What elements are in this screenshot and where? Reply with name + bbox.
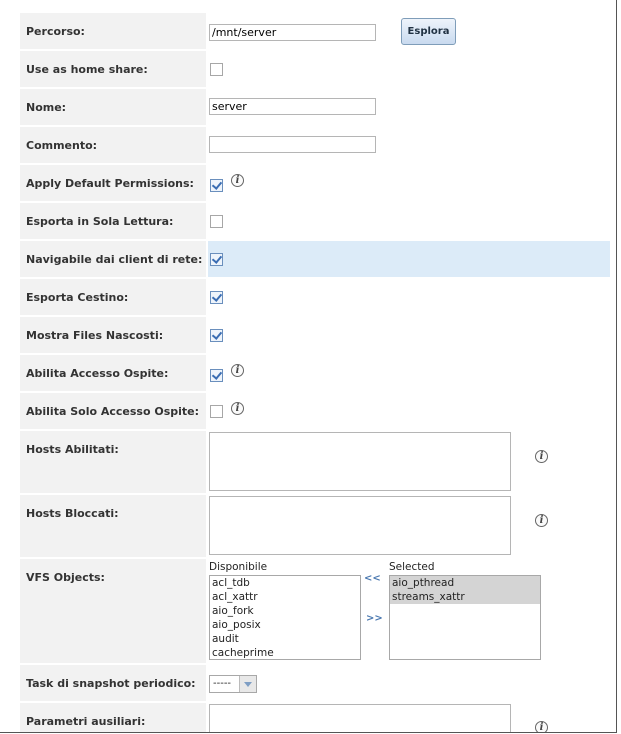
commento-value-cell xyxy=(208,127,610,163)
list-item[interactable]: streams_xattr xyxy=(390,590,540,604)
hosts-abilitati-value-cell xyxy=(208,431,610,493)
row-parametri xyxy=(20,703,610,732)
row-snapshot xyxy=(20,665,610,701)
ospite-label: Abilita Accesso Ospite: xyxy=(20,355,206,391)
remove-selected-button[interactable]: << xyxy=(364,573,381,584)
info-icon[interactable]: i xyxy=(535,721,548,732)
snapshot-select-value: ----- xyxy=(213,678,232,689)
ospite-checkbox[interactable] xyxy=(210,369,223,382)
esplora-button[interactable]: Esplora xyxy=(401,18,456,45)
list-item[interactable]: audit xyxy=(212,633,239,645)
row-use-home xyxy=(20,51,610,87)
available-title: Disponibile xyxy=(209,561,268,573)
solo-ospite-label: Abilita Solo Accesso Ospite: xyxy=(20,393,206,429)
add-selected-button[interactable]: >> xyxy=(366,613,383,624)
list-item[interactable]: aio_pthread xyxy=(390,576,540,590)
row-nome xyxy=(20,89,610,125)
list-item[interactable]: aio_fork xyxy=(212,605,254,617)
info-icon[interactable]: i xyxy=(231,364,244,377)
apply-default-checkbox[interactable] xyxy=(210,179,223,192)
selected-title: Selected xyxy=(389,561,435,573)
cestino-label: Esporta Cestino: xyxy=(20,279,206,315)
snapshot-select[interactable] xyxy=(209,675,257,693)
cestino-checkbox[interactable] xyxy=(210,291,223,304)
row-solo-ospite xyxy=(20,393,610,429)
row-commento xyxy=(20,127,610,163)
row-vfs xyxy=(20,559,610,663)
available-listbox[interactable] xyxy=(209,575,361,660)
row-navigabile xyxy=(20,241,610,277)
row-hosts-abilitati xyxy=(20,431,610,493)
nome-input[interactable] xyxy=(209,98,376,115)
list-item[interactable]: acl_xattr xyxy=(212,591,258,603)
commento-input[interactable] xyxy=(209,136,376,153)
percorso-input[interactable] xyxy=(209,24,376,41)
percorso-label: Percorso: xyxy=(20,13,206,49)
snapshot-label: Task di snapshot periodico: xyxy=(20,665,206,701)
sola-lettura-value-cell xyxy=(208,203,610,239)
parametri-textarea[interactable] xyxy=(209,704,511,732)
hosts-abilitati-label: Hosts Abilitati: xyxy=(20,431,206,493)
commento-label: Commento: xyxy=(20,127,206,163)
info-icon[interactable]: i xyxy=(231,174,244,187)
sola-lettura-checkbox[interactable] xyxy=(210,215,223,228)
apply-default-label: Apply Default Permissions: xyxy=(20,165,206,201)
hosts-bloccati-value-cell xyxy=(208,495,610,557)
use-home-checkbox[interactable] xyxy=(210,63,223,76)
nascosti-checkbox[interactable] xyxy=(210,329,223,342)
apply-default-value-cell xyxy=(208,165,610,201)
nascosti-label: Mostra Files Nascosti: xyxy=(20,317,206,353)
use-home-value-cell xyxy=(208,51,610,87)
hosts-bloccati-textarea[interactable] xyxy=(209,496,511,555)
vfs-label: VFS Objects: xyxy=(20,559,206,663)
row-hosts-bloccati xyxy=(20,495,610,557)
parametri-value-cell xyxy=(208,703,610,732)
solo-ospite-value-cell xyxy=(208,393,610,429)
nascosti-value-cell xyxy=(208,317,610,353)
snapshot-value-cell xyxy=(208,665,610,701)
row-percorso xyxy=(20,13,610,49)
row-nascosti xyxy=(20,317,610,353)
navigabile-label: Navigabile dai client di rete: xyxy=(20,241,206,277)
selected-listbox[interactable] xyxy=(389,575,541,660)
row-sola-lettura xyxy=(20,203,610,239)
sola-lettura-label: Esporta in Sola Lettura: xyxy=(20,203,206,239)
chevron-down-icon[interactable] xyxy=(239,676,256,692)
info-icon[interactable]: i xyxy=(535,450,548,463)
vfs-value-cell xyxy=(208,559,610,663)
hosts-bloccati-label: Hosts Bloccati: xyxy=(20,495,206,557)
row-ospite xyxy=(20,355,610,391)
parametri-label: Parametri ausiliari: xyxy=(20,703,206,732)
percorso-value-cell xyxy=(208,13,610,49)
list-item[interactable]: acl_tdb xyxy=(212,577,250,589)
cestino-value-cell xyxy=(208,279,610,315)
list-item[interactable]: cacheprime xyxy=(212,647,274,659)
use-home-label: Use as home share: xyxy=(20,51,206,87)
ospite-value-cell xyxy=(208,355,610,391)
info-icon[interactable]: i xyxy=(535,514,548,527)
row-cestino xyxy=(20,279,610,315)
navigabile-checkbox[interactable] xyxy=(210,253,223,266)
hosts-abilitati-textarea[interactable] xyxy=(209,432,511,491)
info-icon[interactable]: i xyxy=(231,402,244,415)
navigabile-value-cell xyxy=(208,241,610,277)
list-item[interactable]: aio_posix xyxy=(212,619,261,631)
solo-ospite-checkbox[interactable] xyxy=(210,405,223,418)
row-apply-default xyxy=(20,165,610,201)
nome-label: Nome: xyxy=(20,89,206,125)
nome-value-cell xyxy=(208,89,610,125)
